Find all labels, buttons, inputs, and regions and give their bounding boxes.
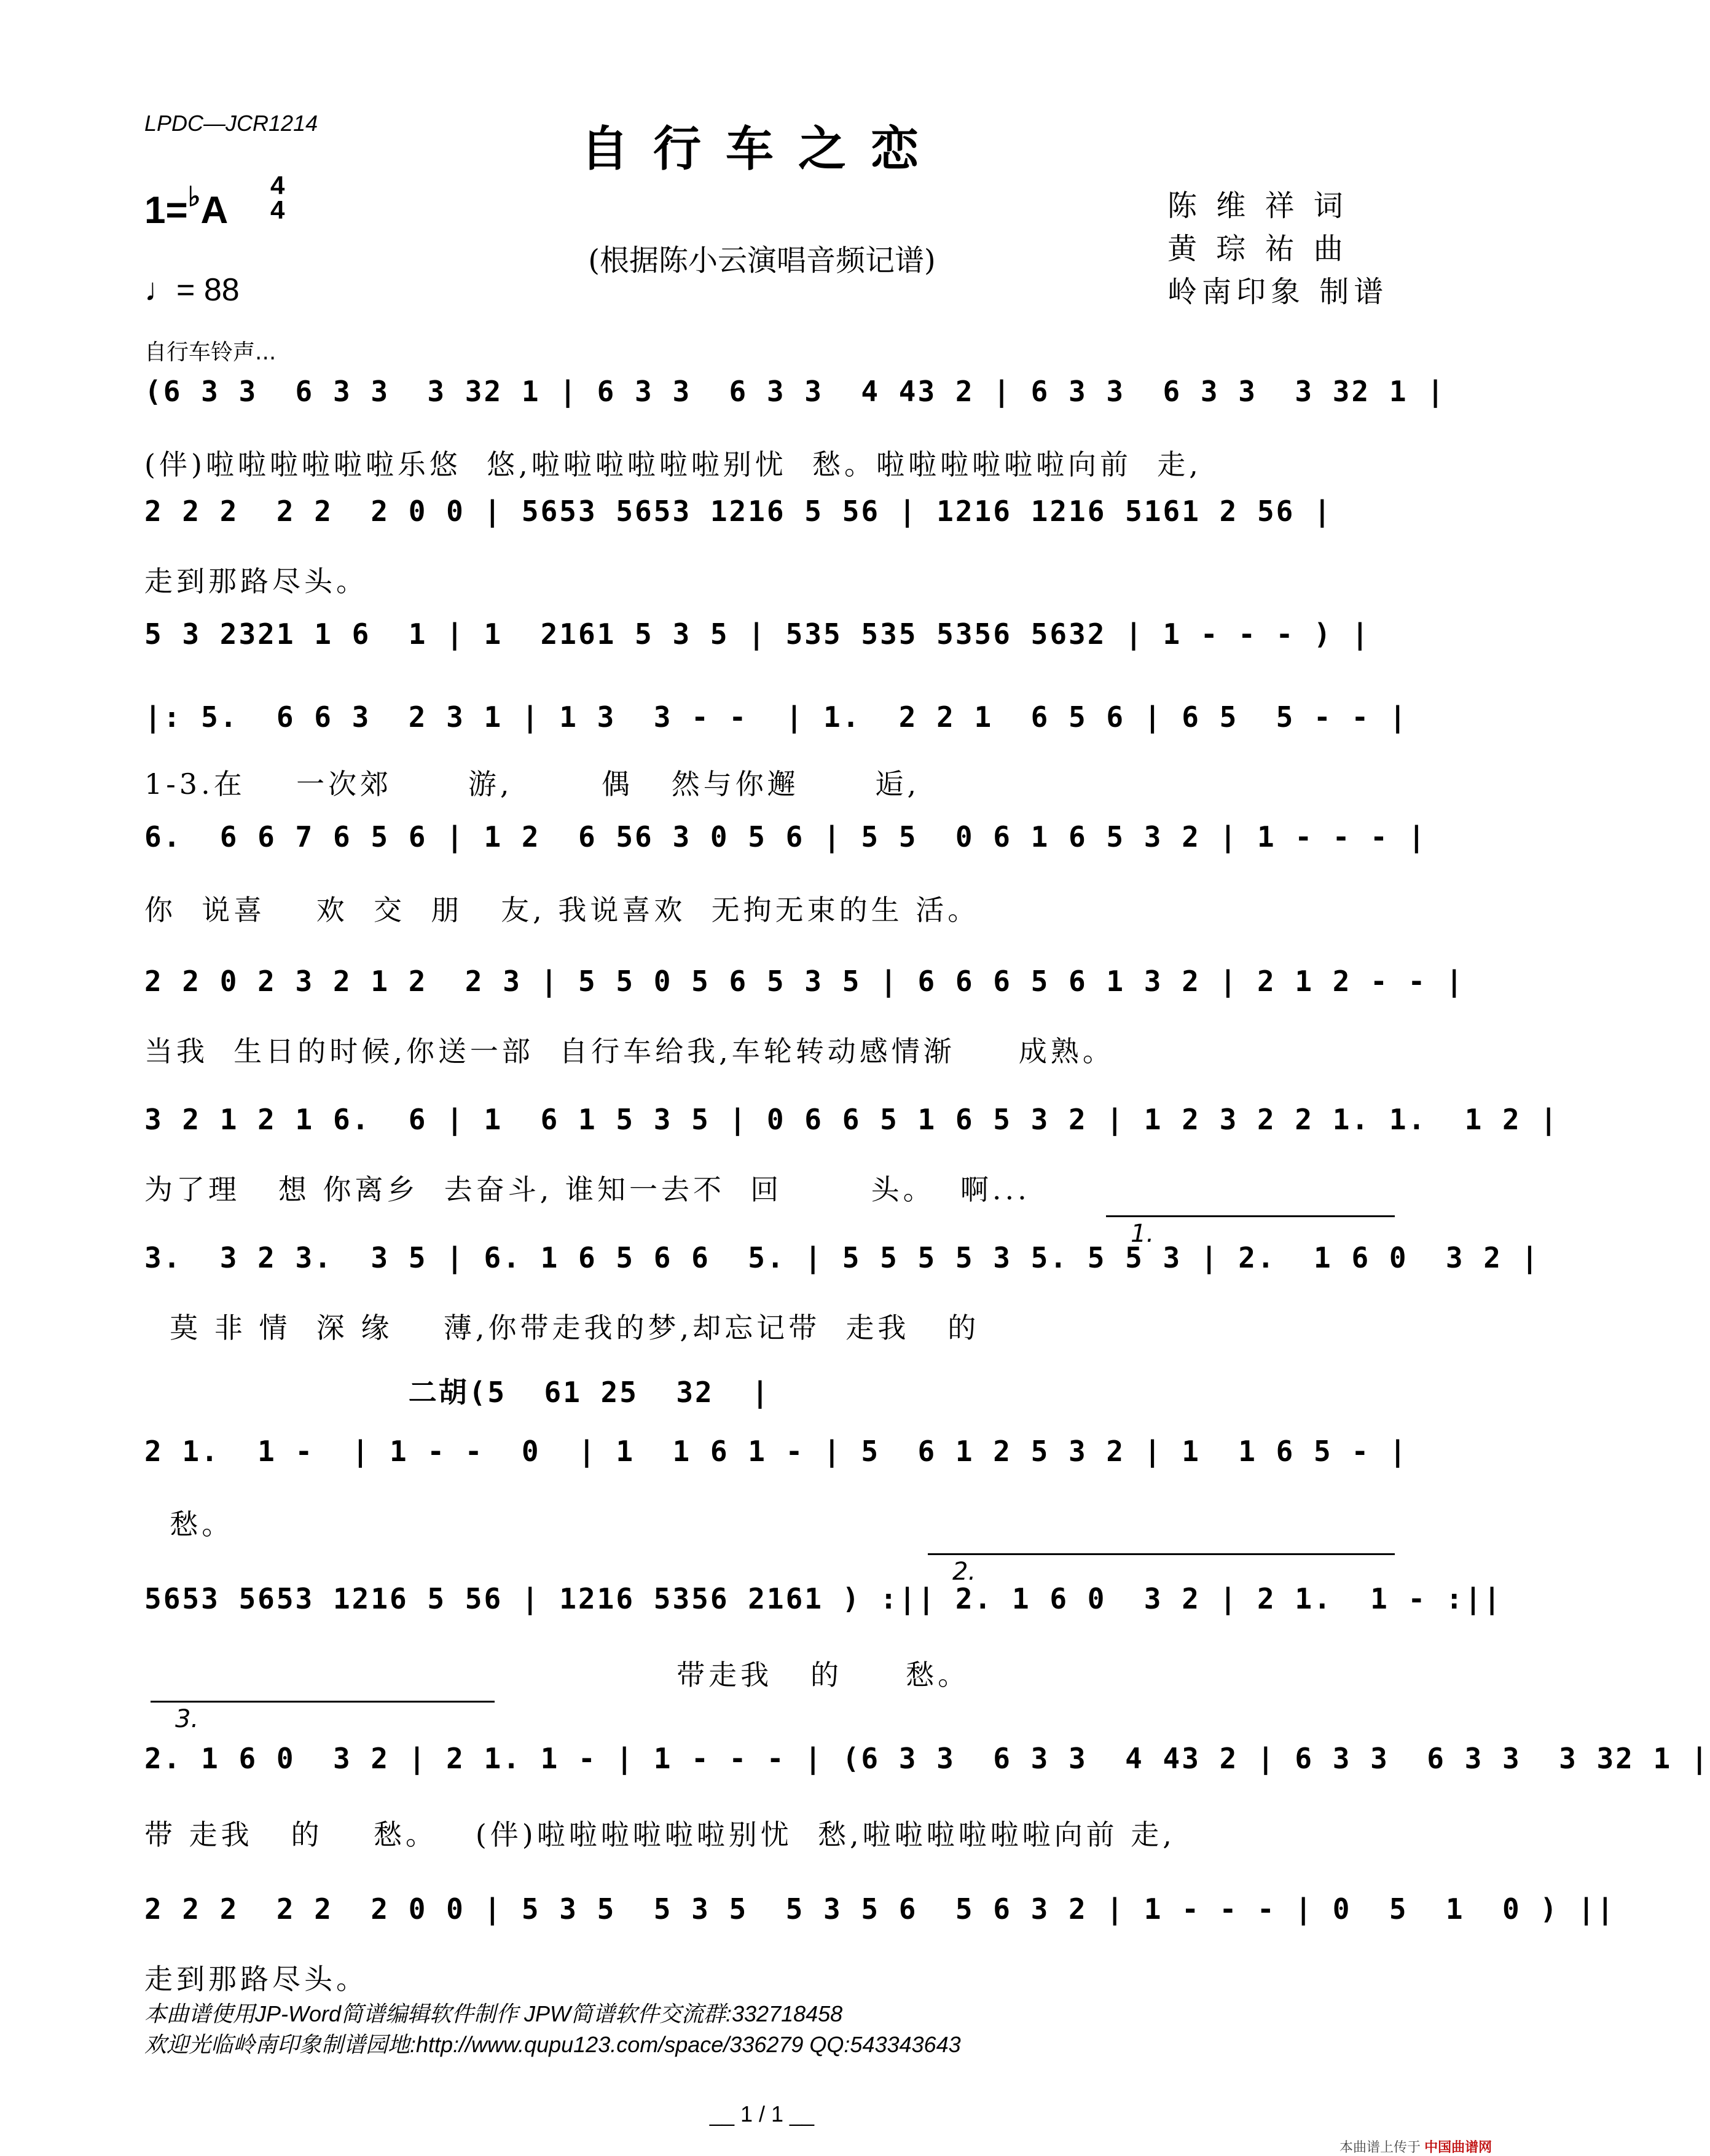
lyric-row: 走到那路尽头。 bbox=[144, 1962, 368, 1996]
tempo-marking: ♩= 88 bbox=[144, 272, 240, 308]
notation-row: (6 3 3 6 3 3 3 32 1 | 6 3 3 6 3 3 4 43 2 | 6 3 3 6 3 3 3 32 1 | bbox=[144, 375, 1446, 408]
volta-1: 1. bbox=[1131, 1220, 1155, 1248]
notation-row: 5 3 2321 1 6 1 | 1 2161 5 3 5 | 535 535 5356 5632 | 1 - - - ) | bbox=[144, 617, 1371, 651]
notation-row: 二胡(5 61 25 32 | bbox=[144, 1376, 771, 1409]
lyric-row: (伴)啦啦啦啦啦啦乐悠 悠,啦啦啦啦啦啦别忧 愁。啦啦啦啦啦啦向前 走, bbox=[144, 448, 1202, 481]
watermark-logo: 中国曲谱网 bbox=[1424, 2139, 1492, 2155]
footer-line-1: 本曲谱使用JP-Word简谱编辑软件制作 JPW简谱软件交流群:332718458 bbox=[144, 2001, 843, 2026]
lyric-row: 当我 生日的时候,你送一部 自行车给我,车轮转动感情渐 成熟。 bbox=[144, 1035, 1115, 1068]
lyricist: 陈 维 祥 词 bbox=[1167, 189, 1348, 223]
lyric-row: 带 走我 的 愁。 (伴)啦啦啦啦啦啦别忧 愁,啦啦啦啦啦啦向前 走, bbox=[144, 1818, 1175, 1851]
time-bottom: 4 bbox=[270, 195, 285, 224]
page-number: __ 1 / 1 __ bbox=[709, 2101, 815, 2127]
lyric-row: 走到那路尽头。 bbox=[144, 565, 368, 598]
score-code: LPDC—JCR1214 bbox=[144, 111, 318, 136]
notation-row: 2 2 0 2 3 2 1 2 2 3 | 5 5 0 5 6 5 3 5 | 6 6 6 5 6 1 3 2 | 2 1 2 - - | bbox=[144, 965, 1465, 998]
notation-row: |: 5. 6 6 3 2 3 1 | 1 3 3 - - | 1. 2 2 1 6 5 6 | 6 5 5 - - | bbox=[144, 700, 1408, 734]
volta-3: 3. bbox=[175, 1705, 199, 1733]
credits bbox=[1167, 184, 1388, 313]
key-note: A bbox=[200, 189, 229, 232]
lyric-row: 你 说喜 欢 交 朋 友, 我说喜欢 无拘无束的生 活。 bbox=[144, 893, 980, 927]
volta-1-bracket bbox=[1106, 1215, 1395, 1217]
notation-row: 2. 1 6 0 3 2 | 2 1. 1 - | 1 - - - | (6 3 3 6 3 3 4 43 2 | 6 3 3 6 3 3 3 32 1 | bbox=[144, 1742, 1710, 1775]
volta-2: 2. bbox=[952, 1558, 976, 1586]
lyric-row: 为了理 想 你离乡 去奋斗, 谁知一去不 回 头。 啊... bbox=[144, 1173, 1030, 1206]
notation-row: 5653 5653 1216 5 56 | 1216 5356 2161 ) :|| 2. 1 6 0 3 2 | 2 1. 1 - :|| bbox=[144, 1582, 1502, 1615]
notation-row: 6. 6 6 7 6 5 6 | 1 2 6 56 3 0 5 6 | 5 5 0 6 1 6 5 3 2 | 1 - - - | bbox=[144, 820, 1427, 853]
notation-row: 3 2 1 2 1 6. 6 | 1 6 1 5 3 5 | 0 6 6 5 1 6 5 3 2 | 1 2 3 2 2 1. 1. 1 2 | bbox=[144, 1103, 1559, 1136]
notation-row: 2 1. 1 - | 1 - - 0 | 1 1 6 1 - | 5 6 1 2 5 3 2 | 1 1 6 5 - | bbox=[144, 1435, 1408, 1468]
footer-line-2: 欢迎光临岭南印象制谱园地:http://www.qupu123.com/space/336279 QQ:543343643 bbox=[144, 2032, 961, 2057]
notation-row: 3. 3 2 3. 3 5 | 6. 1 6 5 6 6 5. | 5 5 5 5 3 5. 5 5 3 | 2. 1 6 0 3 2 | bbox=[144, 1241, 1540, 1274]
lyric-row: 1-3.在 一次郊 游, 偶 然与你邂 逅, bbox=[144, 767, 920, 801]
key-label: 1= bbox=[144, 189, 188, 232]
volta-2-bracket bbox=[928, 1553, 1395, 1555]
arranger: 岭南印象 制谱 bbox=[1167, 275, 1389, 309]
subtitle: (根据陈小云演唱音频记谱) bbox=[588, 243, 936, 278]
page-title: 自行车之恋 bbox=[580, 121, 943, 177]
watermark bbox=[1339, 2137, 1492, 2156]
watermark-text: 本曲谱上传于 bbox=[1339, 2139, 1421, 2155]
lyric-row: 莫 非 情 深 缘 薄,你带走我的梦,却忘记带 走我 的 bbox=[144, 1311, 980, 1344]
flat-sign: ♭ bbox=[187, 182, 201, 212]
composer: 黄 琮 祐 曲 bbox=[1167, 232, 1348, 266]
time-signature bbox=[270, 173, 284, 222]
volta-3-bracket bbox=[151, 1701, 495, 1703]
notation-row: 2 2 2 2 2 2 0 0 | 5653 5653 1216 5 56 | 1216 1216 5161 2 56 | bbox=[144, 495, 1333, 528]
lyric-row: 愁。 bbox=[144, 1508, 234, 1541]
lyric-row: 带走我 的 愁。 bbox=[144, 1658, 970, 1691]
notation-row: 2 2 2 2 2 2 0 0 | 5 3 5 5 3 5 5 3 5 6 5 6 3 2 | 1 - - - | 0 5 1 0 ) || bbox=[144, 1892, 1616, 1926]
key-signature bbox=[144, 181, 228, 232]
intro-note: 自行车铃声... bbox=[144, 340, 277, 365]
time-top: 4 bbox=[270, 171, 285, 200]
